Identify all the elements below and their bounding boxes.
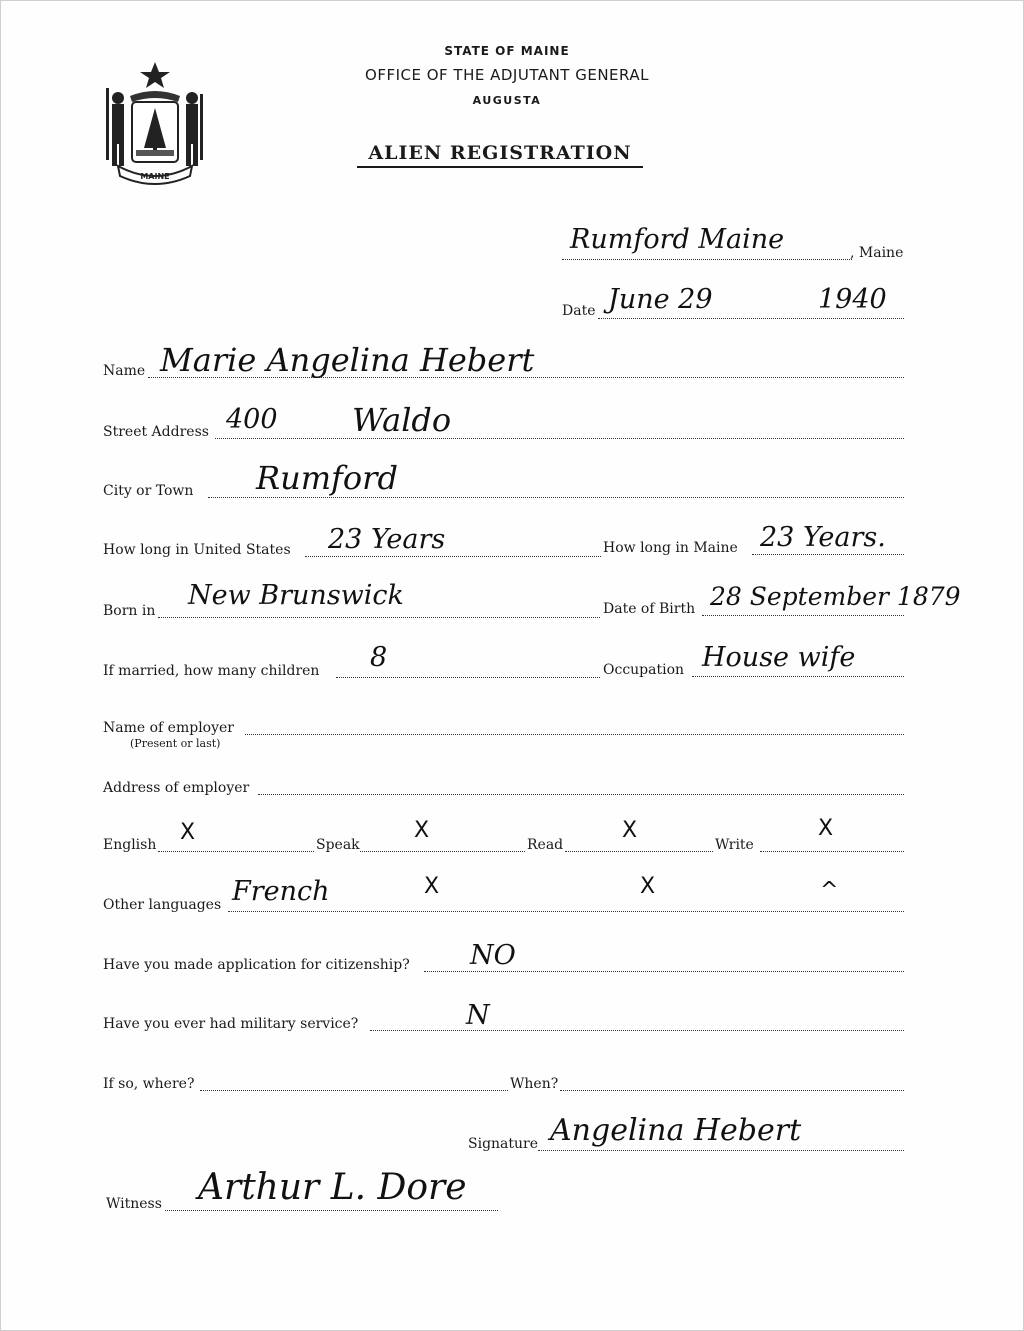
date-label: Date: [562, 303, 596, 319]
occupation-value: House wife: [702, 642, 856, 673]
how-long-maine-value: 23 Years.: [760, 522, 886, 553]
if-so-where-label: If so, where?: [103, 1076, 195, 1092]
children-line: [336, 677, 600, 678]
page-title: ALIEN REGISTRATION: [357, 142, 643, 168]
signature-value: Angelina Hebert: [550, 1113, 802, 1148]
military-label: Have you ever had military service?: [103, 1016, 359, 1032]
occupation-label: Occupation: [603, 662, 685, 678]
date-year: 1940: [818, 284, 887, 315]
header-city: AUGUSTA: [472, 94, 542, 107]
write-mark: X: [818, 816, 834, 841]
city-line: [208, 497, 904, 498]
read-mark: X: [622, 818, 638, 843]
street-line: [215, 438, 904, 439]
born-in-line: [158, 617, 600, 618]
other-languages-value: French: [232, 876, 330, 907]
street-label: Street Address: [103, 424, 209, 440]
street-number: 400: [226, 404, 278, 435]
name-label: Name: [103, 363, 146, 379]
occupation-line: [692, 676, 904, 677]
date-line: [598, 318, 904, 319]
children-value: 8: [370, 642, 388, 673]
children-label: If married, how many children: [103, 663, 320, 679]
citizenship-label: Have you made application for citizenship?: [103, 957, 410, 973]
when-label: When?: [510, 1076, 559, 1092]
read-label: Read: [527, 837, 564, 853]
how-long-us-line: [305, 556, 601, 557]
seal-text: MAINE: [140, 172, 170, 181]
witness-label: Witness: [106, 1196, 162, 1212]
military-line: [370, 1030, 904, 1031]
employer-name-line: [245, 734, 904, 735]
place-line: [562, 259, 852, 260]
english-line: [158, 851, 314, 852]
city-label: City or Town: [103, 483, 194, 499]
write-line: [760, 851, 904, 852]
dob-line: [702, 615, 904, 616]
how-long-us-label: How long in United States: [103, 542, 291, 558]
english-mark: X: [180, 820, 196, 845]
citizenship-value: NO: [470, 940, 516, 971]
signature-label: Signature: [468, 1136, 539, 1152]
city-value: Rumford: [256, 459, 398, 497]
other-languages-line: [228, 911, 904, 912]
place-value: Rumford Maine: [570, 224, 785, 255]
military-value: N: [466, 1000, 490, 1031]
other-speak-mark: X: [424, 874, 440, 899]
maine-label: , Maine: [850, 245, 904, 261]
witness-value: Arthur L. Dore: [198, 1167, 467, 1208]
employer-address-label: Address of employer: [103, 780, 250, 796]
how-long-maine-label: How long in Maine: [603, 540, 738, 556]
write-label: Write: [715, 837, 754, 853]
name-value: Marie Angelina Hebert: [160, 341, 535, 379]
born-in-label: Born in: [103, 603, 156, 619]
employer-name-sublabel: (Present or last): [130, 737, 221, 750]
read-line: [565, 851, 713, 852]
how-long-us-value: 23 Years: [328, 524, 446, 555]
speak-line: [360, 851, 525, 852]
witness-line: [165, 1210, 498, 1211]
maine-seal-icon: [100, 58, 210, 188]
other-read-mark: X: [640, 874, 656, 899]
born-in-value: New Brunswick: [188, 580, 404, 611]
dob-value: 28 September 1879: [710, 582, 961, 611]
if-so-where-line: [200, 1090, 508, 1091]
signature-line: [538, 1150, 904, 1151]
speak-label: Speak: [316, 837, 360, 853]
speak-mark: X: [414, 818, 430, 843]
english-label: English: [103, 837, 157, 853]
street-name: Waldo: [352, 401, 452, 439]
citizenship-line: [424, 971, 904, 972]
when-line: [560, 1090, 904, 1091]
other-write-mark: ^: [820, 878, 839, 903]
dob-label: Date of Birth: [603, 601, 696, 617]
employer-name-label: Name of employer: [103, 720, 234, 736]
header-state: STATE OF MAINE: [444, 44, 570, 58]
how-long-maine-line: [752, 554, 904, 555]
other-languages-label: Other languages: [103, 897, 222, 913]
header-office: OFFICE OF THE ADJUTANT GENERAL: [365, 66, 649, 84]
employer-address-line: [258, 794, 904, 795]
date-value: June 29: [608, 284, 713, 315]
